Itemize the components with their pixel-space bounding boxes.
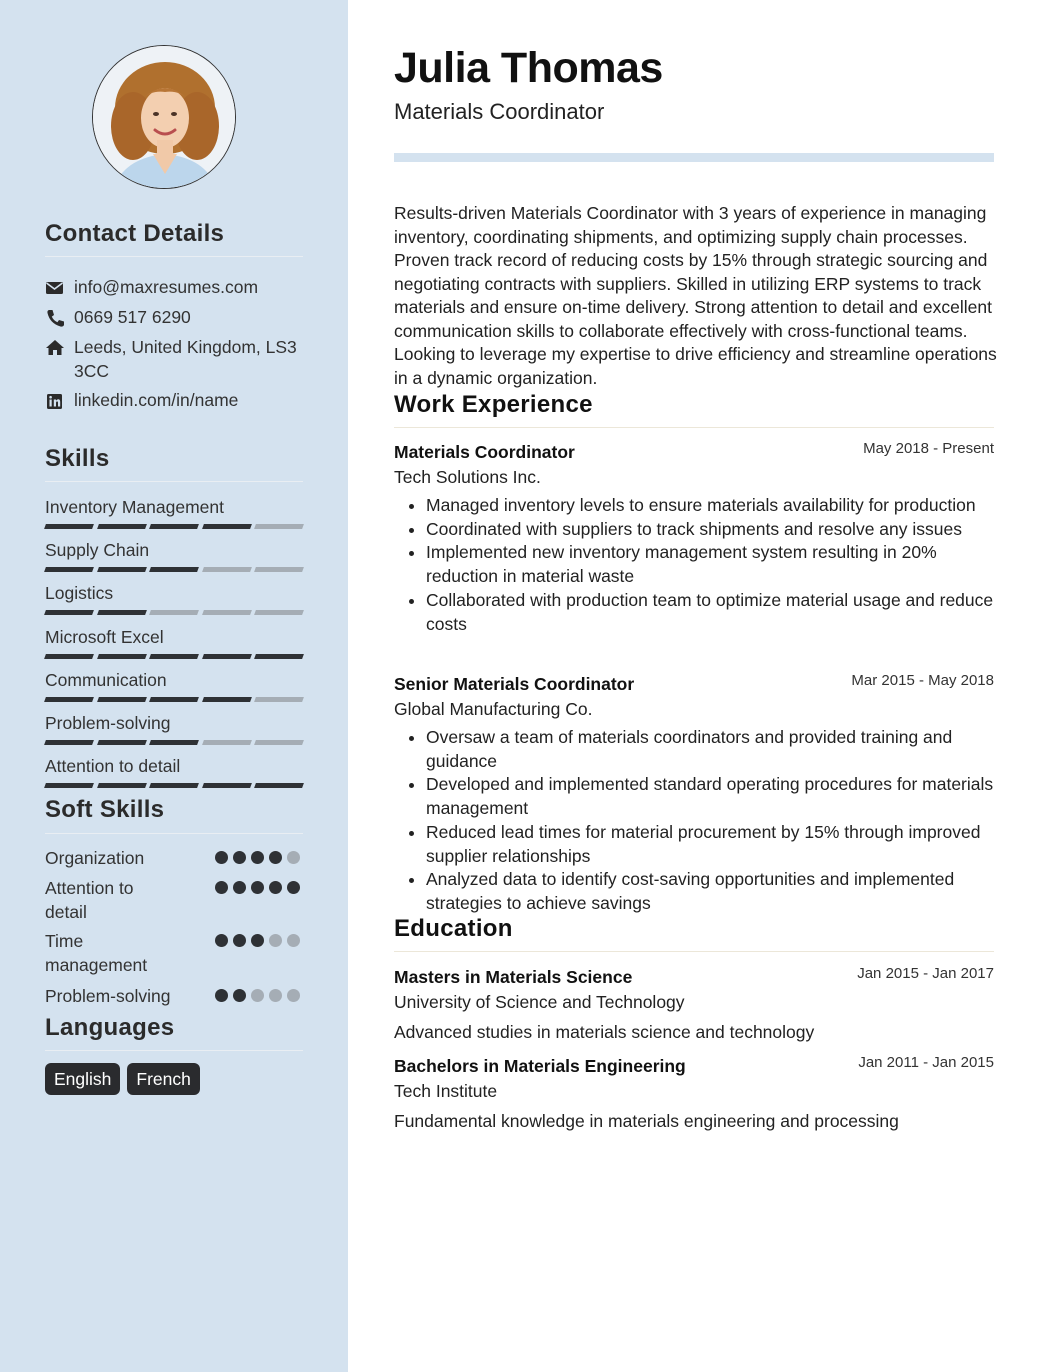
skill-level-segment	[202, 783, 251, 788]
skill-level-segment	[202, 524, 251, 529]
skill-level-segment	[97, 610, 146, 615]
skill-level-bars	[45, 567, 303, 572]
degree-date: Jan 2015 - Jan 2017	[857, 965, 994, 982]
skill-level-segment	[254, 567, 303, 572]
skill-level-segment	[97, 740, 146, 745]
skill-label: Supply Chain	[45, 540, 150, 561]
avatar	[92, 45, 236, 189]
soft-skill-label: Problem-solving	[45, 986, 171, 1006]
education-section-title: Education	[394, 915, 513, 942]
contact-phone[interactable]	[45, 305, 303, 329]
job-company: Global Manufacturing Co.	[394, 699, 593, 719]
contact-email-text: info@maxresumes.com	[74, 277, 259, 297]
language-badge: French	[127, 1063, 199, 1095]
skill-label: Communication	[45, 669, 167, 690]
skill-level-segment	[254, 524, 303, 529]
rating-dot	[269, 851, 282, 864]
job-bullet: • Coordinated with suppliers to track shipments and resolve any issues	[426, 518, 994, 542]
languages-list	[45, 1063, 200, 1095]
divider	[45, 256, 303, 257]
divider	[45, 833, 303, 834]
work-section-title: Work Experience	[394, 391, 593, 418]
work-entry	[394, 442, 994, 636]
skill-row	[45, 496, 303, 529]
skill-level-segment	[97, 524, 146, 529]
job-bullet: • Developed and implemented standard operating procedures for materials management	[426, 773, 994, 820]
rating-dot	[215, 934, 228, 947]
sidebar	[0, 0, 348, 1372]
skill-level-bars	[45, 610, 303, 615]
rating-dot	[215, 989, 228, 1002]
skill-label: Attention to detail	[45, 756, 181, 777]
skill-level-segment	[44, 697, 93, 702]
rating-dot	[233, 851, 246, 864]
skill-level-segment	[254, 697, 303, 702]
phone-icon	[45, 307, 65, 329]
skill-level-segment	[97, 697, 146, 702]
rating-dot	[269, 934, 282, 947]
divider	[394, 951, 994, 952]
skills-section-title: Skills	[45, 445, 110, 472]
skill-row	[45, 539, 303, 572]
education-entry	[394, 967, 994, 1044]
school-name: Tech Institute	[394, 1081, 498, 1101]
skill-level-bars	[45, 783, 303, 788]
skill-level-segment	[254, 610, 303, 615]
job-bullet: • Implemented new inventory management system resulting in 20% reduction in material waste	[426, 541, 994, 588]
contact-address	[45, 335, 303, 383]
job-date: Mar 2015 - May 2018	[851, 672, 994, 689]
skill-level-segment	[44, 567, 93, 572]
rating-dot	[251, 989, 264, 1002]
rating-dot	[269, 989, 282, 1002]
job-bullet: • Collaborated with production team to optimize material usage and reduce costs	[426, 589, 994, 636]
home-icon	[45, 337, 65, 359]
skill-row	[45, 582, 303, 615]
skill-label: Problem-solving	[45, 713, 171, 733]
job-bullet: • Analyzed data to identify cost-saving opportunities and implemented strategies to achieve savings	[426, 868, 994, 915]
skill-level-segment	[254, 740, 303, 745]
divider	[45, 1050, 303, 1051]
skill-level-segment	[202, 567, 251, 572]
divider	[45, 481, 303, 482]
rating-dot	[251, 881, 264, 894]
skill-level-segment	[202, 654, 251, 659]
rating-dot	[269, 881, 282, 894]
rating-dot	[251, 934, 264, 947]
rating-dot	[215, 881, 228, 894]
rating-dot	[233, 881, 246, 894]
job-role: Materials Coordinator	[394, 442, 575, 462]
skill-level-segment	[149, 697, 198, 702]
skill-label: Microsoft Excel	[45, 626, 164, 647]
skill-level-segment	[97, 783, 146, 788]
skill-row	[45, 669, 303, 702]
envelope-icon	[45, 277, 65, 299]
portrait-photo	[93, 46, 236, 189]
skill-level-segment	[149, 783, 198, 788]
skill-level-bars	[45, 740, 303, 745]
contact-address-text: Leeds, United Kingdom, LS3 3CC	[74, 337, 297, 381]
languages-section-title: Languages	[45, 1014, 175, 1041]
rating-dot	[251, 851, 264, 864]
rating-dot	[287, 934, 300, 947]
skill-level-segment	[202, 697, 251, 702]
degree-description: Fundamental knowledge in materials engineering and processing	[394, 1111, 899, 1131]
header-accent-bar	[394, 153, 994, 162]
degree-title: Bachelors in Materials Engineering	[394, 1056, 686, 1076]
skill-level-segment	[44, 740, 93, 745]
skill-level-segment	[149, 740, 198, 745]
school-name: University of Science and Technology	[394, 992, 685, 1012]
rating-dot	[215, 851, 228, 864]
contact-linkedin-text: linkedin.com/in/name	[74, 390, 239, 410]
skill-level-segment	[149, 654, 198, 659]
work-entry	[394, 674, 994, 916]
skill-level-segment	[254, 783, 303, 788]
soft-skill-rating	[215, 881, 301, 894]
job-bullets	[394, 494, 994, 636]
contact-phone-text: 0669 517 6290	[74, 307, 191, 327]
skill-label: Inventory Management	[45, 497, 224, 517]
skill-level-segment	[44, 524, 93, 529]
job-company: Tech Solutions Inc.	[394, 467, 541, 487]
rating-dot	[287, 851, 300, 864]
soft-skill-label: Organization	[45, 848, 145, 868]
skill-level-segment	[44, 610, 93, 615]
skill-level-segment	[97, 654, 146, 659]
rating-dot	[233, 934, 246, 947]
candidate-title: Materials Coordinator	[394, 99, 605, 124]
skill-level-segment	[149, 610, 198, 615]
job-bullet: • Reduced lead times for material procurement by 15% through improved supplier relationships	[426, 821, 994, 868]
skill-level-bars	[45, 697, 303, 702]
soft-skill-rating	[215, 989, 301, 1002]
job-bullet: • Oversaw a team of materials coordinators and provided training and guidance	[426, 726, 994, 773]
degree-title: Masters in Materials Science	[394, 967, 633, 987]
skill-level-segment	[202, 740, 251, 745]
skill-level-segment	[97, 567, 146, 572]
soft-skills-section-title: Soft Skills	[45, 796, 165, 823]
skill-level-segment	[44, 654, 93, 659]
linkedin-icon	[45, 390, 65, 412]
job-date: May 2018 - Present	[863, 440, 994, 457]
job-bullet: • Managed inventory levels to ensure materials availability for production	[426, 494, 994, 518]
soft-skill-rating	[215, 851, 301, 864]
skill-level-segment	[149, 524, 198, 529]
degree-description: Advanced studies in materials science and technology	[394, 1022, 815, 1042]
education-entry	[394, 1056, 994, 1133]
job-role: Senior Materials Coordinator	[394, 674, 635, 694]
skill-row	[45, 755, 303, 788]
rating-dot	[287, 989, 300, 1002]
skill-level-segment	[202, 610, 251, 615]
soft-skill-label: Time management	[45, 931, 148, 975]
contact-email[interactable]	[45, 275, 303, 299]
degree-date: Jan 2011 - Jan 2015	[858, 1054, 994, 1071]
skill-level-bars	[45, 654, 303, 659]
candidate-name: Julia Thomas	[394, 44, 663, 92]
skill-level-segment	[44, 783, 93, 788]
job-bullets	[394, 726, 994, 916]
contact-linkedin[interactable]	[45, 388, 303, 412]
soft-skill-rating	[215, 934, 301, 947]
skill-level-segment	[254, 654, 303, 659]
rating-dot	[287, 881, 300, 894]
divider	[394, 427, 994, 428]
contact-section-title: Contact Details	[45, 220, 225, 247]
skill-level-segment	[149, 567, 198, 572]
soft-skill-label: Attention to detail	[45, 878, 134, 922]
skill-row	[45, 626, 303, 659]
skill-row	[45, 712, 303, 745]
skill-label: Logistics	[45, 583, 114, 604]
profile-summary: Results-driven Materials Coordinator with 3 years of experience in managing inventory, coordinating shipments, and optimizing supply chain processes. Proven track record of reducing costs by 15% through strategic sourcing and negotiating contracts with suppliers. Skilled in utilizing ERP systems to track materials and ensure on-time delivery. Strong attention to detail and excellent communication skills to collaborate effectively with cross-functional teams. Looking to leverage my expertise to drive efficiency and streamline operations in a dynamic organization.	[394, 203, 997, 388]
language-badge: English	[45, 1063, 120, 1095]
rating-dot	[233, 989, 246, 1002]
skill-level-bars	[45, 524, 303, 529]
